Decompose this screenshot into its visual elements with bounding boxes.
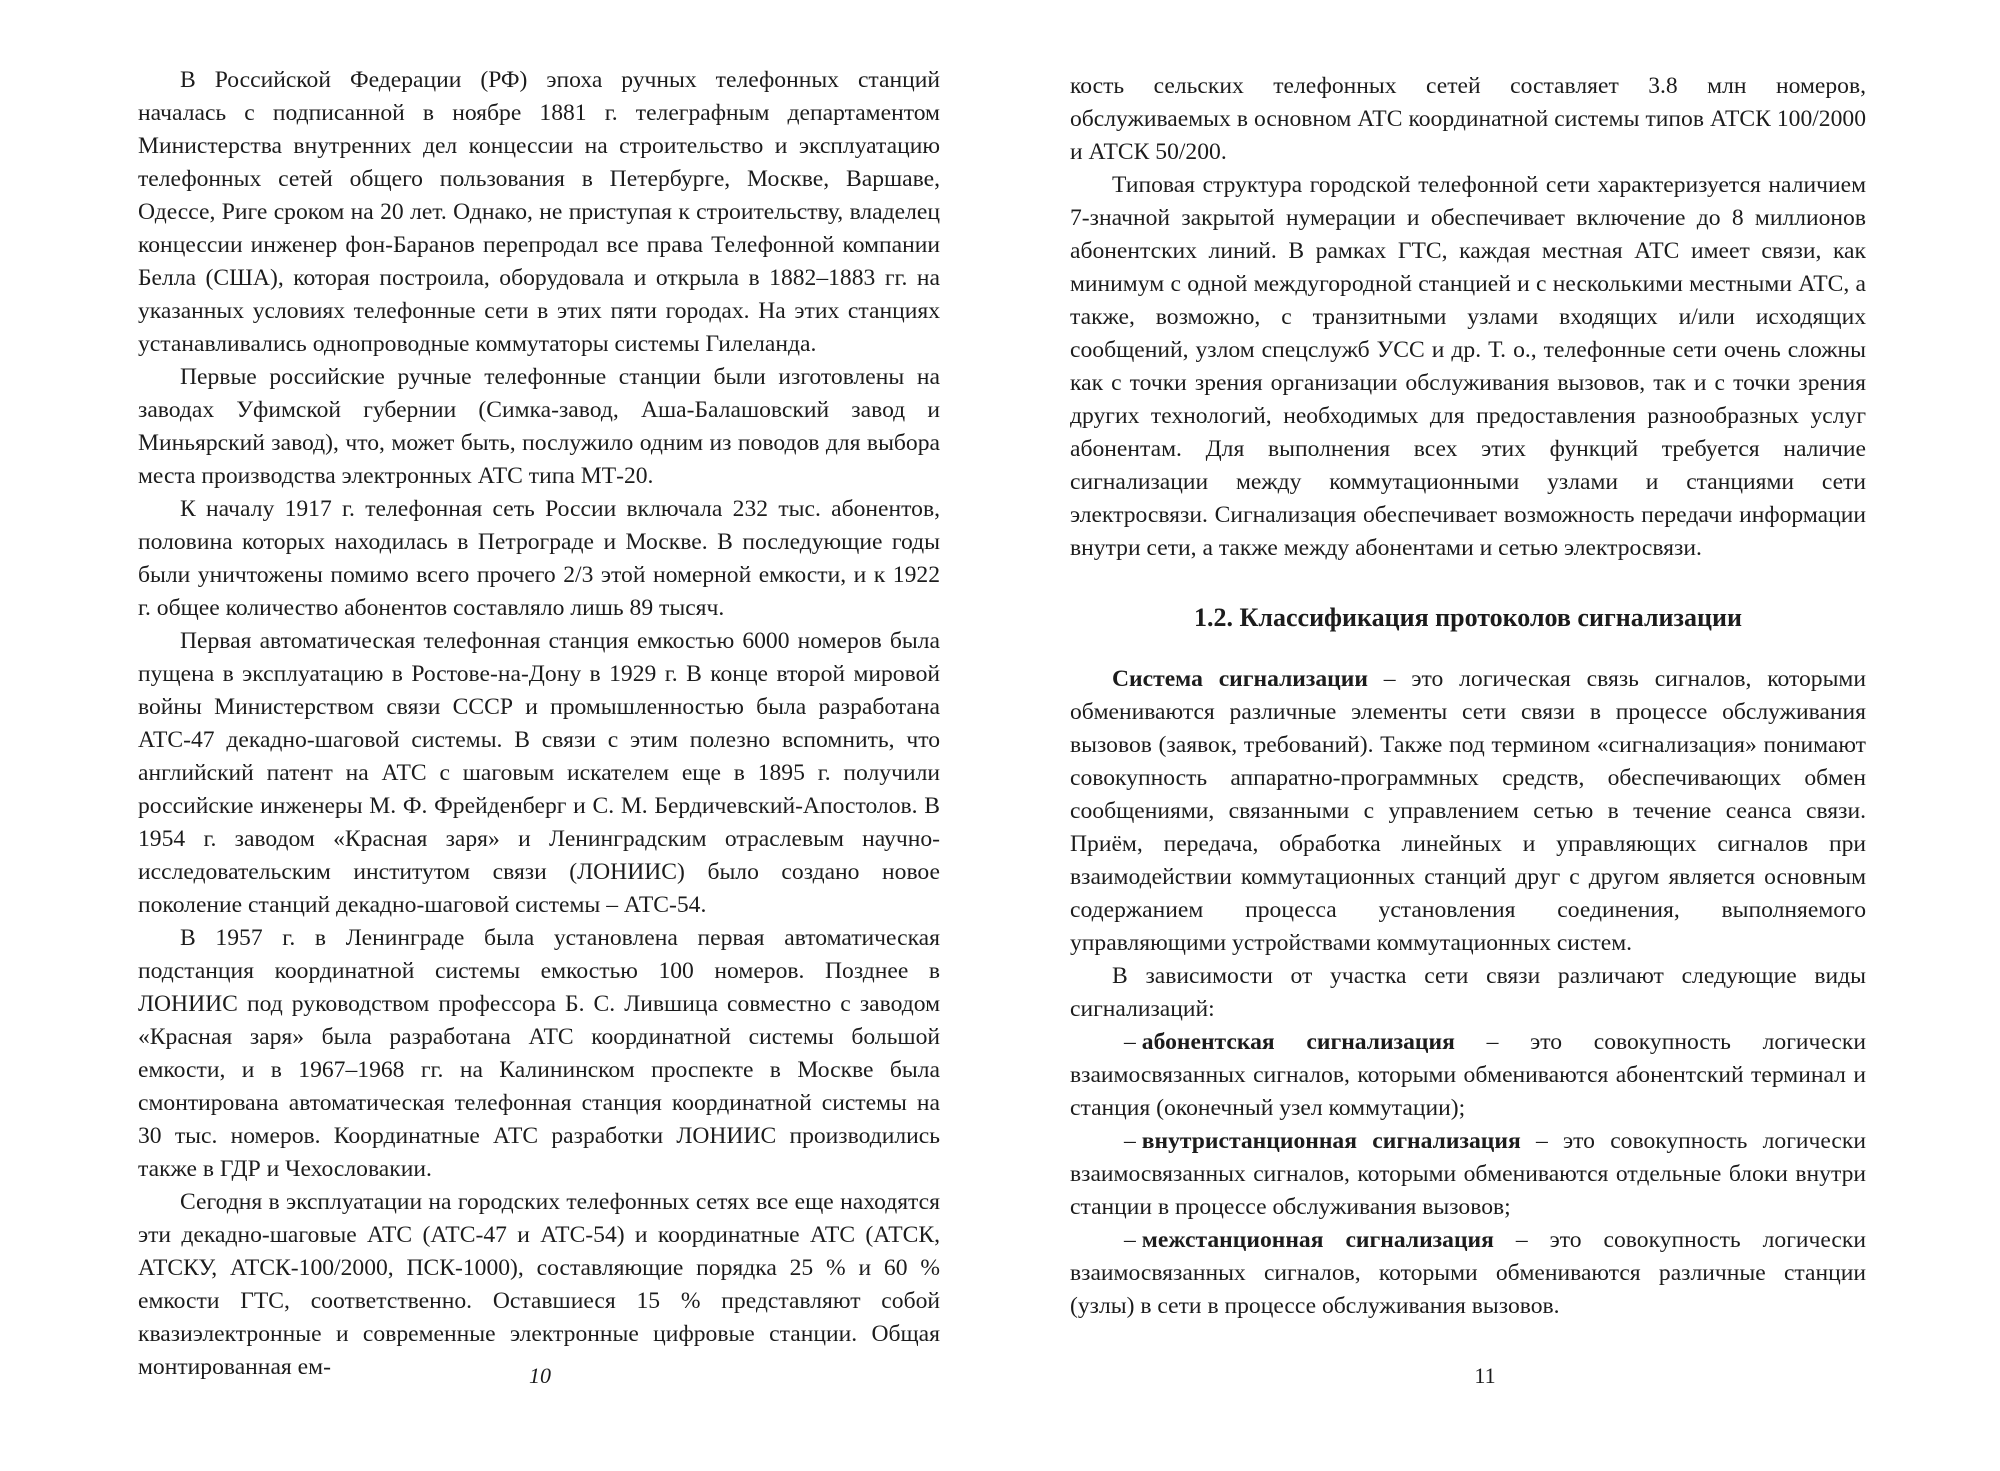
definition-paragraph [1070,663,1866,960]
list-dash: – [1124,1227,1136,1253]
list-text: – это совокупность логически взаимосвязанных сигналов, которыми обмениваются абонентский терминал и станция (оконечный узел коммутации); [1070,1029,1866,1121]
definition-term: Система сигнализации [1112,666,1368,692]
list-dash: – [1124,1029,1136,1055]
paragraph: Первые российские ручные телефонные станции были изготовлены на заводах Уфимской губернии (Симка-завод, Аша-Балашовский завод и Миньярский завод), что, может быть, послужило одним из поводов для выбора места производства электронных АТС типа МТ-20. [138,364,940,489]
right-text-column [1070,70,1866,1323]
paragraph: Первая автоматическая телефонная станция емкостью 6000 номеров была пущена в эксплуатацию в Ростове-на-Дону в 1929 г. В конце второй мировой войны Министерством связи СССР и промышленностью была разработана АТС-47 декадно-шаговой системы. В связи с этим полезно вспомнить, что английский патент на АТС с шаговым искателем еще в 1895 г. получили российские инженеры М. Ф. Фрейденберг и С. М. Бердичевский-Апостолов. В 1954 г. заводом «Красная заря» и Ленинградским отраслевым научно-исследовательским институтом связи (ЛОНИИС) было создано новое поколение станций декадно-шаговой системы – АТС-54. [138,628,940,918]
paragraph: В 1957 г. в Ленинграде была установлена первая автоматическая подстанция координатной системы емкостью 100 номеров. Позднее в ЛОНИИС под руководством профессора Б. С. Лившица совместно с заводом «Красная заря» была разработана АТС координатной системы большой емкости, и в 1967–1968 гг. на Калининском проспекте в Москве была смонтирована автоматическая телефонная станция координатной системы на 30 тыс. номеров. Координатные АТС разработки ЛОНИИС производились также в ГДР и Чехословакии. [138,925,940,1182]
list-term: абонентская сигнализация [1141,1029,1455,1055]
list-item [1070,1224,1866,1323]
list-dash: – [1124,1128,1136,1154]
paragraph: В Российской Федерации (РФ) эпоха ручных телефонных станций началась с подписанной в ноябре 1881 г. телеграфным департаментом Министерства внутренних дел концессии на строительство и эксплуатацию телефонных сетей общего пользования в Петербурге, Москве, Варшаве, Одессе, Риге сроком на 20 лет. Однако, не приступая к строительству, владелец концессии инженер фон-Баранов перепродал все права Телефонной компании Белла (США), которая построила, оборудовала и открыла в 1882–1883 гг. на указанных условиях телефонные сети в этих пяти городах. На этих станциях устанавливались однопроводные коммутаторы системы Гилеланда. [138,67,940,357]
section-heading: 1.2. Классификация протоколов сигнализации [1194,603,1742,632]
paragraph: Сегодня в эксплуатации на городских телефонных сетях все еще находятся эти декадно-шаговые АТС (АТС-47 и АТС-54) и координатные АТС (АТСК, АТСКУ, АТСК-100/2000, ПСК-1000), составляющие порядка 25 % и 60 % емкости ГТС, соответственно. Оставшиеся 15 % представляют собой квазиэлектронные и современные электронные цифровые станции. Общая монтированная ем- [138,1189,940,1380]
page-number: 11 [1474,1363,1496,1388]
definition-text: – это логическая связь сигналов, которыми обмениваются различные элементы сети связи в процессе обслуживания вызовов (заявок, требований). Также под термином «сигнализация» понимают совокупность аппаратно-программных средств, обеспечивающих обмен сообщениями, связанными с управлением сетью в течение сеанса связи. Приём, передача, обработка линейных и управляющих сигналов при взаимодействии коммутационных станций друг с другом является основным содержанием процесса установления соединения, выполняемого управляющими устройствами коммутационных систем. [1070,666,1866,956]
paragraph: К началу 1917 г. телефонная сеть России включала 232 тыс. абонентов, половина которых находилась в Петрограде и Москве. В последующие годы были уничтожены помимо всего прочего 2/3 этой номерной емкости, и к 1922 г. общее количество абонентов составляло лишь 89 тысяч. [138,496,940,621]
continued-paragraph: кость сельских телефонных сетей составляет 3.8 млн номеров, обслуживаемых в основном АТС координатной системы типов АТСК 100/2000 и АТСК 50/200. [1070,73,1866,165]
left-text-column [138,64,940,1384]
list-text: – это совокупность логически взаимосвязанных сигналов, которыми обмениваются различные станции (узлы) в сети в процессе обслуживания вызовов. [1070,1227,1866,1319]
paragraph: Типовая структура городской телефонной сети характеризуется наличием 7-значной закрытой нумерации и обеспечивает включение до 8 миллионов абонентских линий. В рамках ГТС, каждая местная АТС имеет связи, как минимум с одной междугородной станцией и с несколькими местными АТС, а также, возможно, с транзитными узлами входящих и/или исходящих сообщений, узлом спецслужб УСС и др. Т. о., телефонные сети очень сложны как с точки зрения организации обслуживания вызовов, так и с точки зрения других технологий, необходимых для предоставления разнообразных услуг абонентам. Для выполнения всех этих функций требуется наличие сигнализации между коммутационными узлами и станциями сети электросвязи. Сигнализация обеспечивает возможность передачи информации внутри сети, а также между абонентами и сетью электросвязи. [1070,172,1866,561]
list-term: внутристанционная сигнализация [1141,1128,1521,1154]
list-text: – это совокупность логически взаимосвязанных сигналов, которыми обмениваются отдельные блоки внутри станции в процессе обслуживания вызовов; [1070,1128,1866,1220]
paragraph: В зависимости от участка сети связи различают следующие виды сигнализаций: [1070,963,1866,1022]
list-term: межстанционная сигнализация [1141,1227,1494,1253]
list-item [1070,1125,1866,1224]
right-page [1000,0,2000,1471]
page-number: 10 [529,1363,551,1388]
list-item [1070,1026,1866,1125]
